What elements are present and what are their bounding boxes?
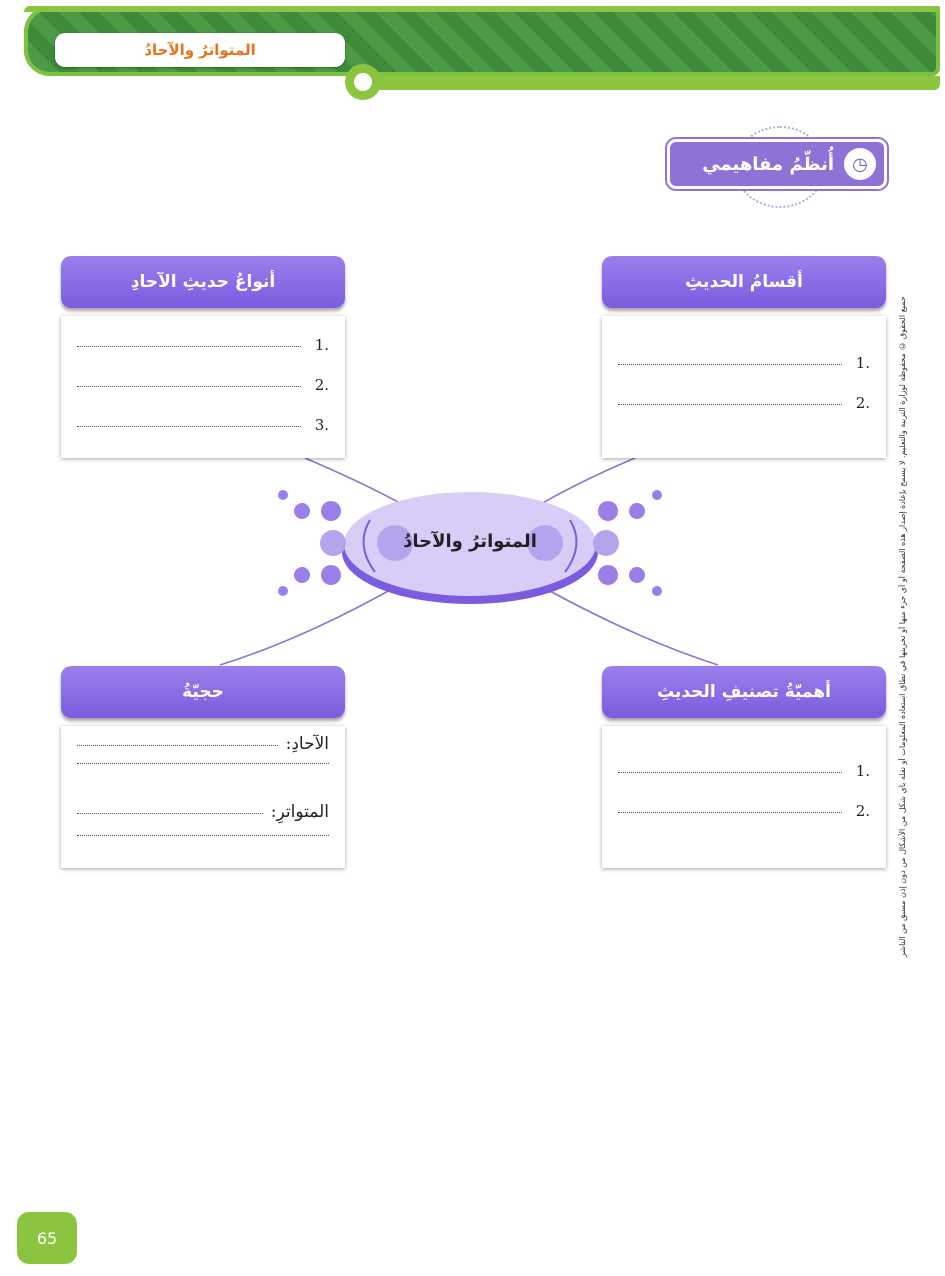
dotted-line [77,386,301,387]
mutawatir-label: المتواترِ: [270,802,329,822]
answer-line[interactable] [77,766,329,802]
left-dots [278,490,346,596]
dotted-line [77,835,329,836]
answer-line[interactable] [77,802,329,838]
dotted-line [618,772,842,773]
dotted-line [618,364,842,365]
center-topic-label: المتواترُ والآحادُ [403,531,537,552]
item-number: 1. [855,354,870,372]
dotted-line [77,813,263,814]
hadith-divisions-header: أقسامُ الحديثِ [602,256,886,308]
item-number: 1. [314,336,329,354]
badge-label: أُنظّمُ مفاهيمي [702,153,834,175]
answer-line[interactable] [77,838,329,870]
answer-line[interactable] [77,376,329,416]
clock-icon: ◷ [844,148,876,180]
item-number: 2. [855,802,870,820]
connector-bottom-right [548,590,718,665]
answer-line[interactable] [77,336,329,376]
item-number: 1. [855,762,870,780]
item-number: 2. [855,394,870,412]
chapter-title: المتواترُ والآحادُ [144,41,256,59]
item-number: 3. [314,416,329,434]
authority-box [61,726,345,868]
hadith-divisions-box [602,316,886,458]
item-number: 2. [314,376,329,394]
classification-importance-header: أهميّةُ تصنيفِ الحديثِ [602,666,886,718]
answer-line[interactable] [77,416,329,456]
answer-line[interactable] [618,394,870,434]
classification-importance-box [602,726,886,868]
dotted-line [77,426,301,427]
ahad-label: الآحادِ: [285,734,329,754]
types-ahad-header: أنواعُ حديثِ الآحادِ [61,256,345,308]
dotted-line [77,346,301,347]
dotted-line [77,763,329,764]
connector-bottom-left [220,590,390,665]
dotted-line [618,812,842,813]
answer-line[interactable] [618,354,870,394]
dotted-line [77,745,278,746]
authority-header: حجيّةُ [61,666,345,718]
types-ahad-box [61,316,345,458]
answer-line[interactable] [618,802,870,842]
answer-line[interactable] [618,762,870,802]
right-dots [593,490,662,596]
answer-line[interactable] [77,734,329,766]
dotted-line [618,404,842,405]
copyright-note: جميع الحقوق © محفوظة لوزارة التربية والتعليم. لا يسمح بإعادة إصدار هذه الصفحة أو أي جزء منها أو تخزينها في نطاق استعادة المعلومات أو نقله بأي شكل من الأشكال من دون إذن مسبق من الناشر [898,296,907,957]
page-number: 65 [17,1212,77,1264]
